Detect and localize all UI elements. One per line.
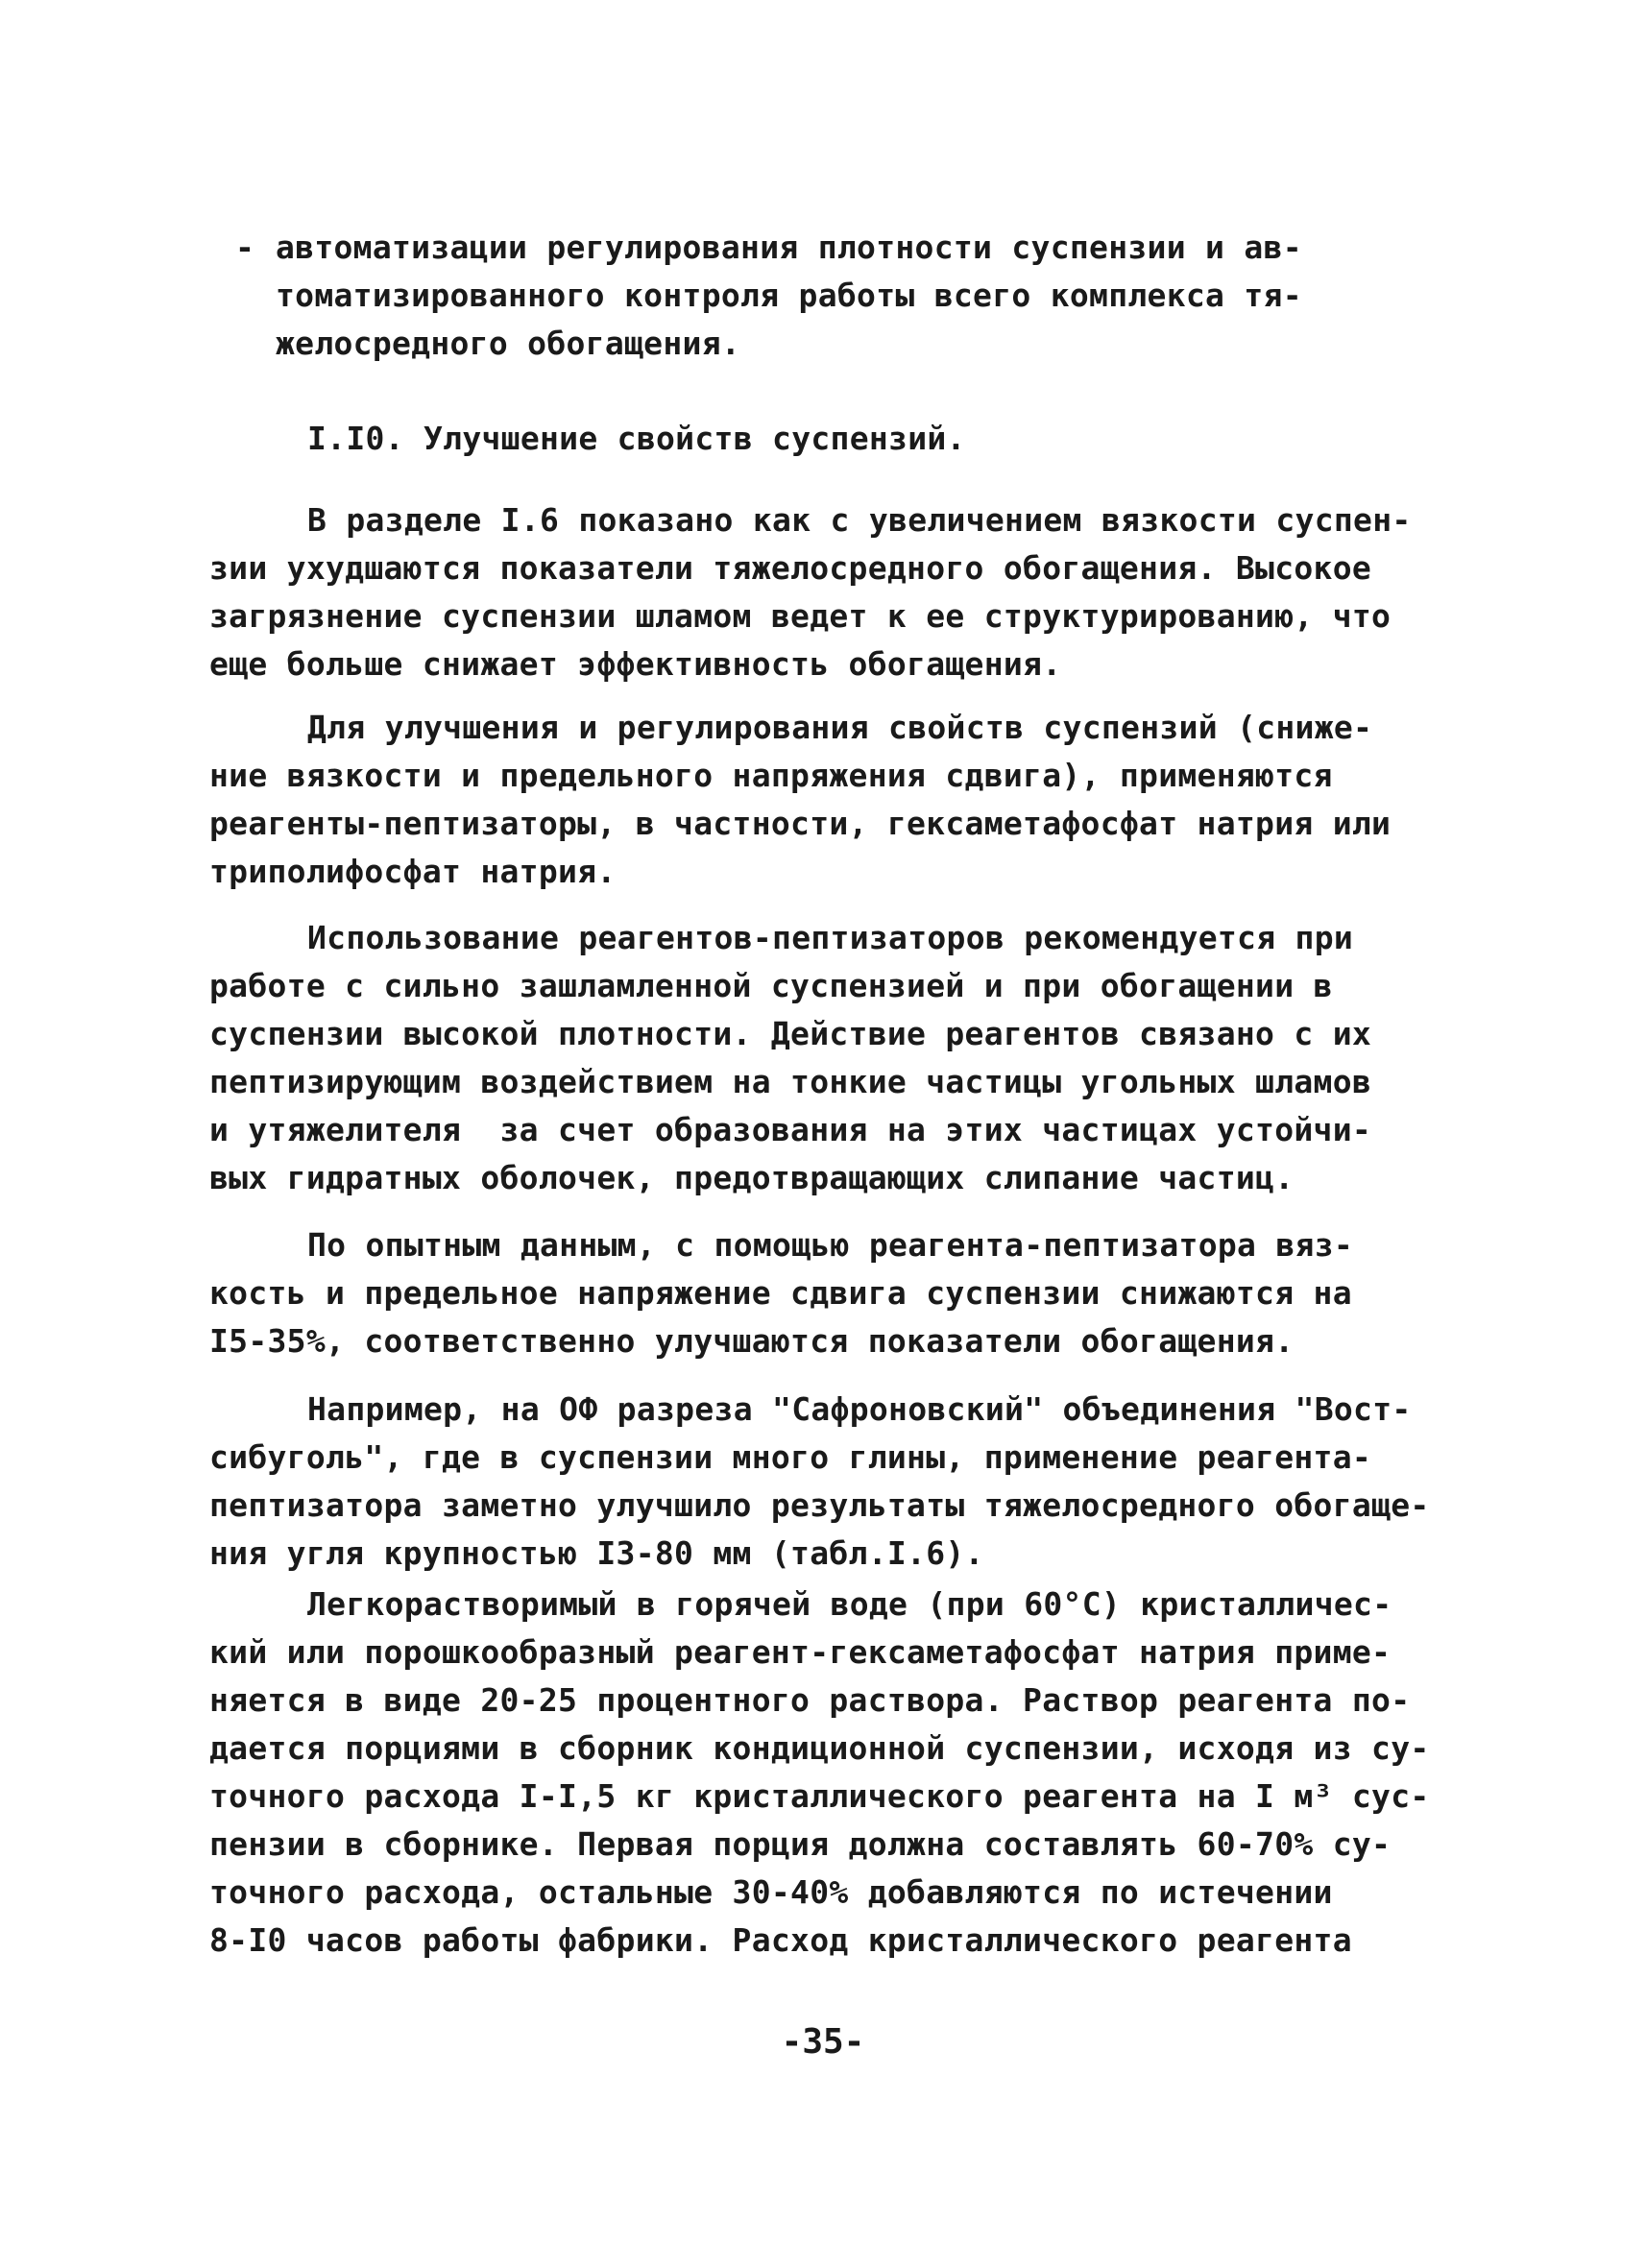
- paragraph-line: пензии в сборнике. Первая порция должна составлять 60-70% су-: [209, 1825, 1392, 1863]
- section-heading: I.I0. Улучшение свойств суспензий.: [307, 420, 966, 457]
- paragraph-line: точного расхода I-I,5 кг кристаллического реагента на I м³ сус-: [209, 1777, 1430, 1815]
- paragraph-line: 8-I0 часов работы фабрики. Расход кристаллического реагента: [209, 1921, 1352, 1959]
- paragraph-line: I5-35%, соответственно улучшаются показатели обогащения.: [209, 1322, 1295, 1360]
- paragraph-line: пептизатора заметно улучшило результаты тяжелосредного обогаще-: [209, 1486, 1430, 1524]
- paragraph-line: кость и предельное напряжение сдвига суспензии снижаются на: [209, 1274, 1352, 1312]
- bullet-line: автоматизации регулирования плотности суспензии и ав-: [276, 229, 1302, 266]
- paragraph-line: Для улучшения и регулирования свойств суспензий (сниже-: [307, 709, 1373, 746]
- paragraph-line: дается порциями в сборник кондиционной суспензии, исходя из су-: [209, 1729, 1430, 1767]
- paragraph-line: Легкорастворимый в горячей воде (при 60°С) кристалличес-: [307, 1585, 1392, 1623]
- paragraph-line: точного расхода, остальные 30-40% добавляются по истечении: [209, 1873, 1333, 1911]
- page-number: -35-: [781, 2022, 865, 2062]
- paragraph-line: зии ухудшаются показатели тяжелосредного обогащения. Высокое: [209, 549, 1372, 587]
- paragraph-line: Например, на ОФ разреза "Сафроновский" объединения "Вост-: [307, 1390, 1412, 1428]
- paragraph-line: работе с сильно зашламленной суспензией и при обогащении в: [209, 967, 1333, 1004]
- paragraph-line: и утяжелителя за счет образования на этих частицах устойчи-: [209, 1111, 1372, 1148]
- paragraph-line: Использование реагентов-пептизаторов рекомендуется при: [307, 919, 1354, 956]
- paragraph-line: ние вязкости и предельного напряжения сдвига), применяются: [209, 757, 1333, 794]
- paragraph-line: кий или порошкообразный реагент-гексаметафосфат натрия приме-: [209, 1633, 1392, 1671]
- paragraph-line: вых гидратных оболочек, предотвращающих слипание частиц.: [209, 1159, 1295, 1196]
- paragraph-line: пептизирующим воздействием на тонкие частицы угольных шламов: [209, 1063, 1372, 1100]
- paragraph-line: няется в виде 20-25 процентного раствора. Раствор реагента по-: [209, 1681, 1411, 1719]
- paragraph-line: загрязнение суспензии шламом ведет к ее структурированию, что: [209, 597, 1392, 635]
- paragraph-line: еще больше снижает эффективность обогащения.: [209, 645, 1062, 683]
- bullet-dash: -: [235, 229, 254, 266]
- bullet-line: томатизированного контроля работы всего комплекса тя-: [276, 277, 1302, 314]
- paragraph-line: ния угля крупностью I3-80 мм (табл.I.6).: [209, 1534, 984, 1572]
- paragraph-line: В разделе I.6 показано как с увеличением вязкости суспен-: [307, 501, 1412, 539]
- paragraph-line: реагенты-пептизаторы, в частности, гексаметафосфат натрия или: [209, 805, 1392, 842]
- paragraph-line: По опытным данным, с помощью реагента-пептизатора вяз-: [307, 1226, 1354, 1264]
- paragraph-line: суспензии высокой плотности. Действие реагентов связано с их: [209, 1015, 1372, 1052]
- bullet-line: желосредного обогащения.: [276, 325, 741, 362]
- paragraph-line: триполифосфат натрия.: [209, 853, 617, 890]
- paragraph-line: сибуголь", где в суспензии много глины, применение реагента-: [209, 1438, 1372, 1476]
